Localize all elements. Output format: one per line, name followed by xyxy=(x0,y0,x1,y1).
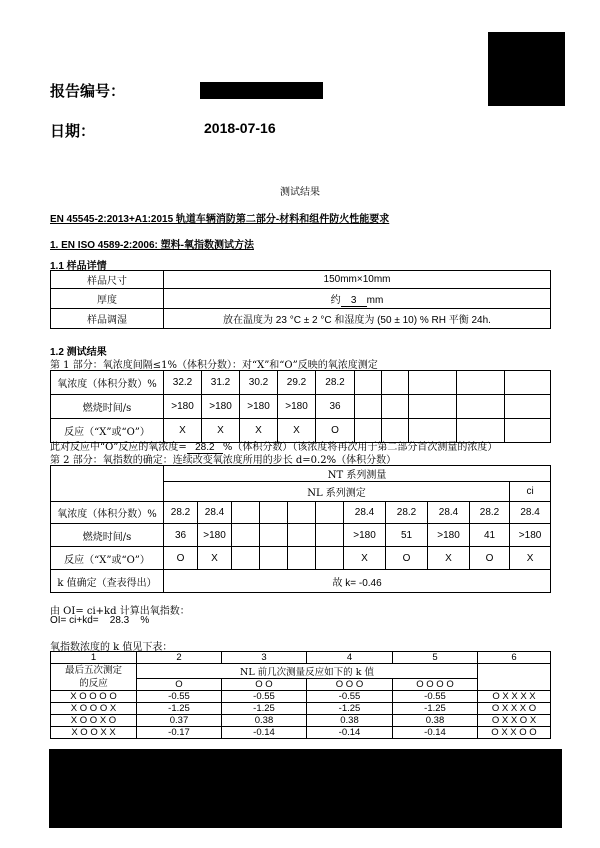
k-row-value: -1.25 xyxy=(307,703,393,715)
p1-empty-cell xyxy=(355,395,382,419)
reaction-note-suffix: %（体积分数）（该浓度将再次用于第二部分首次测量的浓度） xyxy=(222,442,498,453)
k-col-number: 6 xyxy=(478,652,551,664)
p1-oxygen-cell: 32.2 xyxy=(164,371,202,395)
k-col-number: 2 xyxy=(137,652,222,664)
p1-reaction-cell: X xyxy=(202,419,240,443)
oi-formula-line: 由 OI= ci+kd 计算出氧指数： xyxy=(50,606,190,617)
p1-reaction-cell: X xyxy=(164,419,202,443)
p2-nt-time-cell: 41 xyxy=(470,524,510,547)
p2-empty-cell xyxy=(232,502,260,524)
standard-title: EN 45545-2:2013+A1:2015 轨道车辆消防第二部分-材料和组件防火性能要求 xyxy=(50,214,390,225)
k-value: 故 k= -0.46 xyxy=(164,570,551,593)
page-title: 测试结果 xyxy=(280,187,320,198)
k-row-last: O X X X O xyxy=(478,703,551,715)
k-col-number: 5 xyxy=(393,652,478,664)
part1-description: 第 1 部分：氧浓度间隔≤1%（体积分数）：对“X”和“O”反映的氧浓度测定 xyxy=(50,360,378,371)
p2-nl-time-cell: >180 xyxy=(198,524,232,547)
k-col-number: 4 xyxy=(307,652,393,664)
k-row-value: -0.55 xyxy=(222,691,307,703)
p2-nt-reaction-cell: O xyxy=(470,547,510,570)
p1-empty-cell xyxy=(505,371,551,395)
p1-empty-cell xyxy=(382,395,409,419)
k-sub-header: O O O O xyxy=(393,679,478,691)
results-heading: 1.2 测试结果 xyxy=(50,347,107,358)
p1-empty-cell xyxy=(505,395,551,419)
nl-series-header: NL 系列测定 xyxy=(164,482,510,502)
p1-reaction-label: 反应（“X”或“O”） xyxy=(51,419,164,443)
conditioning-value: 放在温度为 23 °C ± 2 °C 和湿度为 (50 ± 10) % RH 平衡 24h. xyxy=(164,309,551,329)
p2-empty-cell xyxy=(316,524,344,547)
p1-empty-cell xyxy=(457,371,505,395)
p2-nt-reaction-cell: X xyxy=(428,547,470,570)
p1-reaction-cell: X xyxy=(240,419,278,443)
p1-oxygen-label: 氧浓度（体积分数）% xyxy=(51,371,164,395)
p1-time-cell: >180 xyxy=(240,395,278,419)
p2-oxygen-label: 氧浓度（体积分数）% xyxy=(51,502,164,524)
oi-result-unit: % xyxy=(140,615,150,626)
k-row-value: 0.38 xyxy=(393,715,478,727)
k-table-caption: 氧指数浓度的 k 值见下表： xyxy=(50,642,173,653)
redaction-logo xyxy=(488,32,565,106)
p1-empty-cell xyxy=(355,371,382,395)
k-row-value: 0.37 xyxy=(137,715,222,727)
k-row-first: X O O X X xyxy=(51,727,137,739)
p2-nt-oxygen-cell: 28.4 xyxy=(344,502,386,524)
k-row-first: X O O O O xyxy=(51,691,137,703)
p2-nt-time-cell: >180 xyxy=(510,524,551,547)
sample-heading: 1.1 样品详情 xyxy=(50,261,107,272)
p2-nl-time-cell: 36 xyxy=(164,524,198,547)
k-row-last: O X X O O xyxy=(478,727,551,739)
conditioning-label: 样品调湿 xyxy=(51,309,164,329)
oi-result-line xyxy=(50,615,149,626)
k-determination-label: k 值确定（查表得出） xyxy=(51,570,164,593)
thickness-label: 厚度 xyxy=(51,289,164,309)
k-sub-header: O xyxy=(137,679,222,691)
method-title: 1. EN ISO 4589-2:2006: 塑料-氧指数测试方法 xyxy=(50,240,254,251)
p2-nt-oxygen-cell: 28.4 xyxy=(510,502,551,524)
p1-empty-cell xyxy=(409,395,457,419)
date-value: 2018-07-16 xyxy=(204,120,276,136)
p2-empty-cell xyxy=(316,502,344,524)
redaction-report-number xyxy=(200,82,323,99)
k-col-number: 1 xyxy=(51,652,137,664)
oi-result-value: 28.3 xyxy=(109,615,130,626)
k-empty-header xyxy=(478,664,551,691)
p1-time-cell: >180 xyxy=(202,395,240,419)
p1-time-cell: 36 xyxy=(316,395,355,419)
p2-empty-cell xyxy=(232,524,260,547)
k-row-last: O X X X X xyxy=(478,691,551,703)
p2-nt-time-cell: >180 xyxy=(428,524,470,547)
k-row-value: -1.25 xyxy=(137,703,222,715)
p2-corner-cell xyxy=(51,466,164,502)
p1-oxygen-cell: 29.2 xyxy=(278,371,316,395)
p2-empty-cell xyxy=(288,502,316,524)
p2-nl-oxygen-cell: 28.4 xyxy=(198,502,232,524)
nt-series-header: NT 系列测量 xyxy=(164,466,551,482)
p2-nl-reaction-cell: X xyxy=(198,547,232,570)
p1-reaction-cell: O xyxy=(316,419,355,443)
k-row-value: -1.25 xyxy=(393,703,478,715)
k-row-value: -0.14 xyxy=(307,727,393,739)
p2-empty-cell xyxy=(260,524,288,547)
k-row-value: -0.14 xyxy=(222,727,307,739)
p1-empty-cell xyxy=(409,371,457,395)
p2-nl-oxygen-cell: 28.2 xyxy=(164,502,198,524)
p1-empty-cell xyxy=(457,395,505,419)
p2-empty-cell xyxy=(232,547,260,570)
report-number-label: 报告编号： xyxy=(50,82,126,100)
p2-nt-oxygen-cell: 28.2 xyxy=(470,502,510,524)
p2-empty-cell xyxy=(288,524,316,547)
p1-time-cell: >180 xyxy=(278,395,316,419)
k-row-value: -0.14 xyxy=(393,727,478,739)
k-first-col-header-text: 最后五次测定的反应 xyxy=(64,665,122,689)
thickness-prefix: 约 xyxy=(330,294,341,306)
k-row-first: X O O X O xyxy=(51,715,137,727)
thickness-value xyxy=(164,289,551,309)
k-table xyxy=(50,651,551,739)
p1-time-cell: >180 xyxy=(164,395,202,419)
p2-nt-reaction-cell: O xyxy=(386,547,428,570)
k-row-value: -1.25 xyxy=(222,703,307,715)
k-nl-caption: NL 前几次测量反应如下的 k 值 xyxy=(137,664,478,679)
p2-nt-oxygen-cell: 28.2 xyxy=(386,502,428,524)
p2-nt-time-cell: 51 xyxy=(386,524,428,547)
k-row-value: -0.55 xyxy=(137,691,222,703)
p2-time-label: 燃烧时间/s xyxy=(51,524,164,547)
k-row-value: 0.38 xyxy=(307,715,393,727)
p1-empty-cell xyxy=(505,419,551,443)
p2-nt-reaction-cell: X xyxy=(510,547,551,570)
sample-table xyxy=(50,270,551,329)
p2-nt-reaction-cell: X xyxy=(344,547,386,570)
k-row-value: -0.17 xyxy=(137,727,222,739)
ci-header: ci xyxy=(510,482,551,502)
p2-nt-time-cell: >180 xyxy=(344,524,386,547)
k-row-value: -0.55 xyxy=(393,691,478,703)
thickness-number: 3 xyxy=(341,295,367,307)
p1-oxygen-cell: 30.2 xyxy=(240,371,278,395)
p2-nl-reaction-cell: O xyxy=(164,547,198,570)
p2-reaction-label: 反应（“X”或“O”） xyxy=(51,547,164,570)
k-row-value: 0.38 xyxy=(222,715,307,727)
part2-table xyxy=(50,465,551,593)
date-label: 日期： xyxy=(50,122,96,140)
k-sub-header: O O O xyxy=(307,679,393,691)
sample-size-label: 样品尺寸 xyxy=(51,271,164,289)
k-row-first: X O O O X xyxy=(51,703,137,715)
redaction-footer xyxy=(49,749,562,828)
p1-empty-cell xyxy=(382,371,409,395)
reaction-note-prefix: 此对反应中“O”反应的氧浓度= xyxy=(50,442,187,453)
thickness-unit: mm xyxy=(366,294,384,306)
p2-empty-cell xyxy=(316,547,344,570)
sample-size-value: 150mm×10mm xyxy=(164,271,551,289)
part1-table xyxy=(50,370,551,443)
reaction-note-value: 28.2 xyxy=(187,442,223,454)
p1-time-label: 燃烧时间/s xyxy=(51,395,164,419)
p2-empty-cell xyxy=(260,547,288,570)
k-first-col-header xyxy=(51,664,137,691)
k-sub-header: O O xyxy=(222,679,307,691)
p2-empty-cell xyxy=(288,547,316,570)
k-row-last: O X X O X xyxy=(478,715,551,727)
p1-oxygen-cell: 31.2 xyxy=(202,371,240,395)
p2-nt-oxygen-cell: 28.4 xyxy=(428,502,470,524)
k-row-value: -0.55 xyxy=(307,691,393,703)
k-col-number: 3 xyxy=(222,652,307,664)
p1-reaction-cell: X xyxy=(278,419,316,443)
part2-description: 第 2 部分：氧指数的确定：连续改变氧浓度所用的步长 d=0.2%（体积分数） xyxy=(50,455,397,466)
oi-result-prefix: OI= ci+kd= xyxy=(50,615,99,626)
p1-oxygen-cell: 28.2 xyxy=(316,371,355,395)
p2-empty-cell xyxy=(260,502,288,524)
